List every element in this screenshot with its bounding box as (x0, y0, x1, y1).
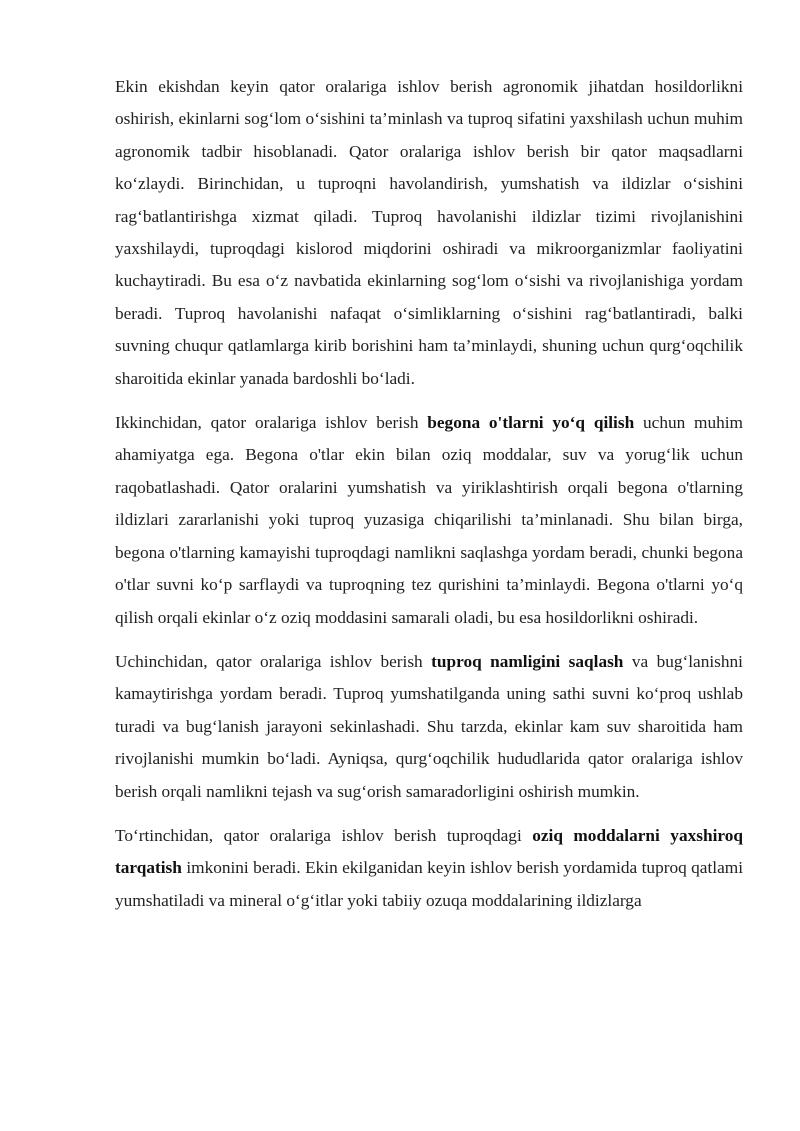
paragraph-2-emphasis: begona o'tlarni yo‘q qilish (427, 413, 635, 433)
document-body (115, 71, 743, 929)
paragraph-2 (115, 407, 743, 634)
paragraph-3-text-b: va bug‘lanishni kamaytirishga yordam beradi. Tuproq yumshatilganda uning sathi suvni ko‘proq ushlab turadi va bug‘lanish jarayoni sekinlashadi. Shu tarzda, ekinlar kam suv sharoitida ham rivojlanishi mumkin bo‘ladi. Ayniqsa, qurg‘oqchilik hududlarida qator oralariga ishlov berish orqali namlikni tejash va sug‘orish samaradorligini oshirish mumkin. (115, 651, 743, 801)
paragraph-3-text-a: Uchinchidan, qator oralariga ishlov berish (115, 651, 432, 671)
paragraph-2-text-a: Ikkinchidan, qator oralariga ishlov berish (115, 413, 428, 433)
paragraph-3 (115, 646, 743, 808)
paragraph-3-emphasis: tuproq namligini saqlash (431, 651, 624, 671)
paragraph-1 (115, 71, 743, 395)
paragraph-2-text-b: uchun muhim ahamiyatga ega. Begona o'tlar ekin bilan oziq moddalar, suv va yorug‘lik uchun raqobatlashadi. Qator oralarini yumshatish va yiriklashtirish orqali begona o'tlarning ildizlari zararlanishi yoki tuproq yuzasiga chiqarilishi ta’minlanadi. Shu bilan birga, begona o'tlarning kamayishi tuproqdagi namlikni saqlashga yordam beradi, chunki begona o'tlar suvni ko‘p sarflaydi va tuproqning tez qurishini ta’minlaydi. Begona o'tlarni yo‘q qilish orqali ekinlar o‘z oziq moddasini samarali oladi, bu esa hosildorlikni oshiradi. (115, 413, 744, 627)
paragraph-4-text-a: To‘rtinchidan, qator oralariga ishlov berish tuproqdagi (115, 825, 533, 845)
paragraph-4-text-b: imkonini beradi. Ekin ekilganidan keyin ishlov berish yordamida tuproq qatlami yumshatiladi va mineral o‘g‘itlar yoki tabiiy ozuqa moddalarining ildizlarga (115, 858, 743, 910)
paragraph-1-text: Ekin ekishdan keyin qator oralariga ishlov berish agronomik jihatdan hosildorlikni oshirish, ekinlarni sog‘lom o‘sishini ta’minlash va tuproq sifatini yaxshilash uchun muhim agronomik tadbir hisoblanadi. Qator oralariga ishlov berish bir qator maqsadlarni ko‘zlaydi. Birinchidan, u tuproqni havolandirish, yumshatish va ildizlar o‘sishini rag‘batlantirishga xizmat qiladi. Tuproq havolanishi ildizlar tizimi rivojlanishini yaxshilaydi, tuproqdagi kislorod miqdorini oshiradi va mikroorganizmlar faoliyatini kuchaytiradi. Bu esa o‘z navbatida ekinlarning sog‘lom o‘sishi va rivojlanishiga yordam beradi. Tuproq havolanishi nafaqat o‘simliklarning o‘sishini rag‘batlantiradi, balki suvning chuqur qatlamlarga kirib borishini ham ta’minlaydi, shuning uchun qurg‘oqchilik sharoitida ekinlar yanada bardoshli bo‘ladi. (115, 77, 743, 388)
paragraph-4 (115, 820, 743, 917)
paragraph-4-emphasis: oziq moddalarni yaxshiroq tarqatish (115, 825, 743, 878)
